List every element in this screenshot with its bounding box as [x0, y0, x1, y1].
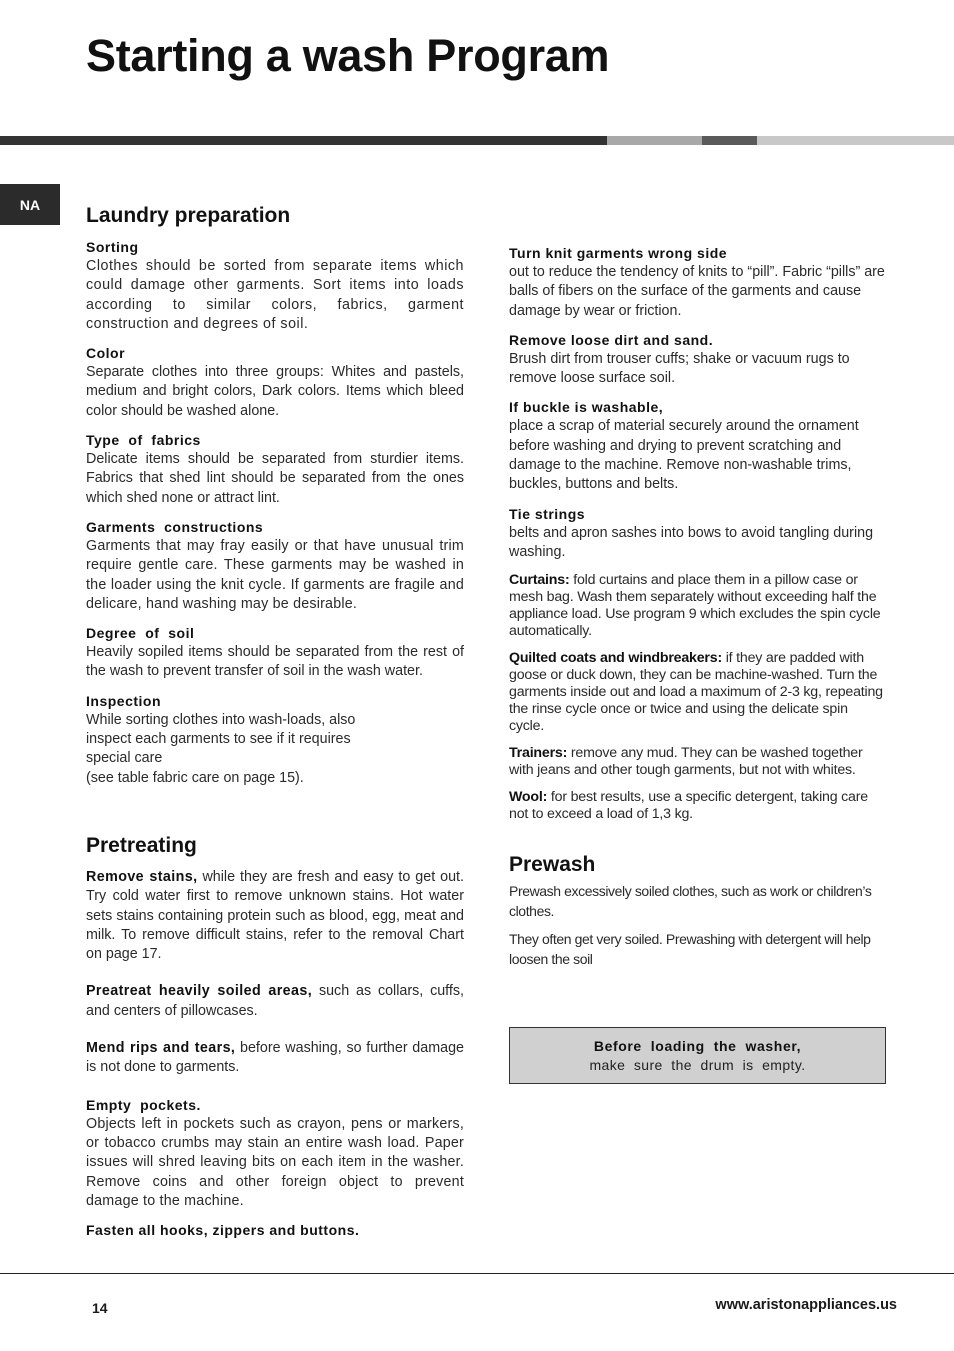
section-degree-of-soil	[86, 624, 464, 682]
item-text: remove any mud. They can be washed together with jeans and other tough garments, but not with whites.	[509, 745, 863, 779]
section-subtitle: Color	[86, 345, 126, 362]
section-remove-dirt	[509, 331, 886, 389]
pretreat-item-remove-stains	[86, 868, 464, 964]
item-wool	[509, 789, 886, 823]
section-text: out to reduce the tendency of knits to “pill”. Fabric “pills” are balls of fibers on the surface of the garments and cause damage by wear or friction.	[509, 264, 885, 319]
page-number: 14	[92, 1300, 108, 1316]
section-subtitle: Garments constructions	[86, 518, 264, 535]
prewash-paragraph-2: They often get very soiled. Prewashing with detergent will help loosen the soil	[509, 931, 871, 968]
item-curtains	[509, 572, 886, 640]
section-color	[86, 344, 464, 421]
item-lead: Trainers:	[509, 745, 568, 762]
prewash-paragraph-1: Prewash excessively soiled clothes, such as work or children’s clothes.	[509, 883, 872, 920]
item-trainers	[509, 745, 886, 779]
prewash-heading: Prewash	[509, 853, 596, 877]
header-rule-light	[607, 136, 702, 145]
header-rule-mid	[702, 136, 757, 145]
item-text: fold curtains and place them in a pillow case or mesh bag. Wash them separately without exceeding half the appliance load. Use program 9 which excludes the spin cycle automatically.	[509, 572, 881, 640]
section-subtitle: Sorting	[86, 239, 139, 255]
section-subtitle: Degree of soil	[86, 625, 195, 642]
laundry-preparation-heading: Laundry preparation	[86, 204, 291, 227]
section-subtitle: If buckle is washable,	[509, 399, 664, 416]
section-text: Clothes should be sorted from separate items which could damage other garments. Sort items into loads according to similar colors, fabrics, garment construction and degrees of soil.	[86, 258, 464, 332]
item-lead: Remove stains,	[86, 868, 198, 885]
section-text: Brush dirt from trouser cuffs; shake or vacuum rugs to remove loose surface soil.	[509, 350, 850, 387]
section-subtitle: Turn knit garments wrong side	[509, 245, 728, 261]
section-turn-knit	[509, 244, 886, 321]
note-text: make sure the drum is empty.	[589, 1056, 806, 1073]
section-subtitle: Inspection	[86, 692, 162, 709]
header-rule-dark	[0, 136, 607, 145]
item-text: before washing, so further damage is not done to garments.	[86, 1040, 464, 1076]
item-quilted-coats	[509, 650, 886, 735]
fasten-note: Fasten all hooks, zippers and buttons.	[86, 1222, 360, 1239]
section-text: Objects left in pockets such as crayon, pens or markers, or tobacco crumbs may stain an entire wash load. Paper issues will shred leaving bits on each item in the washer. Remove coins and other foreign object to prevent damage to the machine.	[86, 1115, 464, 1209]
header-rule-pale	[757, 136, 954, 145]
pretreating-heading: Pretreating	[86, 833, 197, 857]
footer-rule	[0, 1273, 954, 1274]
section-subtitle: Empty pockets.	[86, 1096, 201, 1113]
item-lead: Mend rips and tears,	[86, 1040, 236, 1057]
item-lead: Preatreat heavily soiled areas,	[86, 983, 313, 1000]
section-empty-pockets	[86, 1096, 464, 1211]
section-inspection	[86, 692, 464, 788]
section-text: Garments that may fray easily or that have unusual trim require gentle care. These garments may be washed in the loader using the knit cycle. If garments are fragile and delicare, hand washing may be desirable.	[86, 537, 464, 612]
section-text: Separate clothes into three groups: Whites and pastels, medium and bright colors, Dark colors. Items which bleed color should be washed alone.	[86, 364, 464, 419]
item-lead: Wool:	[509, 789, 548, 806]
item-text: while they are fresh and easy to get out. Try cold water first to remove unknown stains. Hot water sets stains containing protein such as blood, egg, meat and milk. To remove difficult stains, refer to the removal Chart on page 17.	[86, 868, 464, 963]
right-column	[509, 244, 886, 969]
section-text: place a scrap of material securely around the ornament before washing and drying to prevent scratching and damage to the machine. Remove non-washable trims, buckles, buttons and belts.	[509, 418, 859, 493]
region-tab: NA	[0, 184, 60, 225]
pretreat-item-heavily-soiled	[86, 982, 464, 1021]
section-subtitle: Type of fabrics	[86, 432, 201, 449]
section-text: While sorting clothes into wash-loads, also inspect each garments to see if it requires special care	[86, 711, 356, 767]
item-text: if they are padded with goose or duck down, they can be machine-washed. Turn the garments inside out and load a maximum of 2-3 kg, repeating the rinse cycle once or twice and using the delicate spin cycle.	[509, 650, 883, 735]
left-column	[86, 204, 464, 1240]
loading-note-box	[509, 1027, 886, 1084]
item-text: such as collars, cuffs, and centers of pillowcases.	[86, 983, 464, 1019]
section-text: Delicate items should be separated from sturdier items. Fabrics that shed lint should be separated from the ones which shed none or attract lint.	[86, 451, 464, 506]
website-link[interactable]: www.aristonappliances.us	[715, 1297, 897, 1313]
section-tie-strings	[509, 505, 886, 563]
section-text: Heavily sopiled items should be separated from the rest of the wash to prevent transfer of soil in the wash water.	[86, 644, 464, 680]
section-subtitle: Remove loose dirt and sand.	[509, 331, 714, 348]
section-type-of-fabrics	[86, 431, 464, 508]
section-text: belts and apron sashes into bows to avoid tangling during washing.	[509, 524, 874, 560]
item-text: for best results, use a specific detergent, taking care not to exceed a load of 1,3 kg.	[509, 789, 868, 823]
page-title: Starting a wash Program	[86, 30, 610, 81]
section-subtitle: Tie strings	[509, 505, 586, 522]
item-lead: Curtains:	[509, 572, 570, 589]
item-lead: Quilted coats and windbreakers:	[509, 650, 722, 667]
pretreat-item-mend-rips	[86, 1039, 464, 1078]
section-buckle	[509, 398, 886, 494]
section-garments-constructions	[86, 518, 464, 614]
section-text-reference: (see table fabric care on page 15).	[86, 769, 304, 786]
section-sorting	[86, 238, 464, 334]
note-title: Before loading the washer,	[593, 1037, 802, 1054]
